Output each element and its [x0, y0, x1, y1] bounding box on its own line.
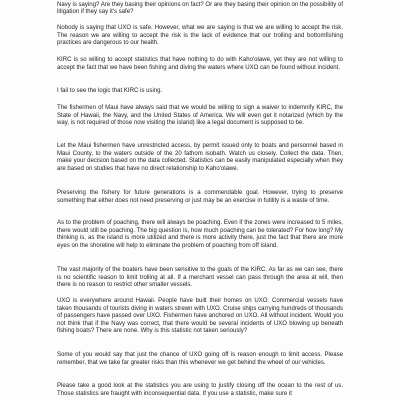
paragraph-statistics: Please take a good look at the statistics you are using to justify closing off the ocean to the rest of us. Those statistics are fraught with inconsequential data. If you use a statistic, make sure it	[57, 383, 343, 397]
paragraph-logic: I fail to see the logic that KIRC is using.	[57, 88, 163, 94]
paragraph-preserving-fishery: Preserving the fishery for future generations is a commendable goal. However, trying to preserve something that either does not need preserving or just may be an exercise in futility is a waste of time.	[57, 190, 343, 204]
paragraph-chance-of-uxo: Some of you would say that just the chance of UXO going off is reason enough to limit access. Please remember, that we take far greater risks than this whenever we get behind the wheel of our vehicles.	[57, 352, 343, 366]
paragraph-uxo-risk: Nobody is saying that UXO is safe. However, what we are saying is that we are willing to accept the risk. The reason we are willing to accept the risk is the lack of evidence that our trolling and bottomfishing practices are dangerous to our health.	[57, 25, 343, 47]
paragraph-waiver: The fishermen of Maui have always said that we would be willing to sign a waiver to indemnify KIRC, the State of Hawaii, the Navy, and the United States of America. We will even get it notarized (which by the way, is not required of those now visiting the island) like a legal document is supposed to be.	[57, 105, 343, 127]
paragraph-poaching: As to the problem of poaching, there will always be poaching. Even if the zones were increased to 5 miles, there would still be poaching. The big question is, how much poaching can be tolerated? For how long? My thinking is, as the island is more utilized and there is more activity there, just the fact that there are more eyes on the shoreline will help to eliminate the problem of poaching from off island.	[57, 220, 343, 249]
paragraph-kirc-statistics: KIRC is so willing to accept statistics that have nothing to do with Kaho'olawe, yet they are not willing to accept the fact that we have been fishing and diving the waters where UXO can be found without incident.	[57, 57, 343, 71]
paragraph-boaters: The vast majority of the boaters have been sensitive to the goals of the KIRC. As far as we can see, there is no scientific reason to limit trolling at all. If a merchant vessel can pass through the area at will, then there is no reason to restrict other smaller vessels.	[57, 267, 343, 289]
paragraph-navy-experts: Navy is saying? Are they basing their opinions on fact? Or are they basing their opinion on the possibility of litigation if they say it's safe?	[57, 1, 343, 16]
paragraph-unrestricted-access: Let the Maui fishermen have unrestricted access, by permit issued only to boats and personnel based in Maui County, to the waters outside of the 20 fathom isobath. Watch us closely. Collect the data. Then, make your decision based on the data collected. Statistics can be easily manipulated especially when they are based on studies that have no direct relationship to Kaho'olawe.	[57, 143, 343, 172]
paragraph-uxo-everywhere: UXO is everywhere around Hawaii. People have built their homes on UXO. Commercial vessels have taken thousands of tourists diving in waters strewn with UXO. Cruise ships carrying hundreds of thousands of passengers have passed over UXO. Fishermen have anchored on UXO. All without incident. Would you not think that if the Navy was correct, that there would be several incidents of UXO blowing up beneath fishing boats? There are none. Why is this statistic not taken seriously?	[57, 298, 343, 335]
